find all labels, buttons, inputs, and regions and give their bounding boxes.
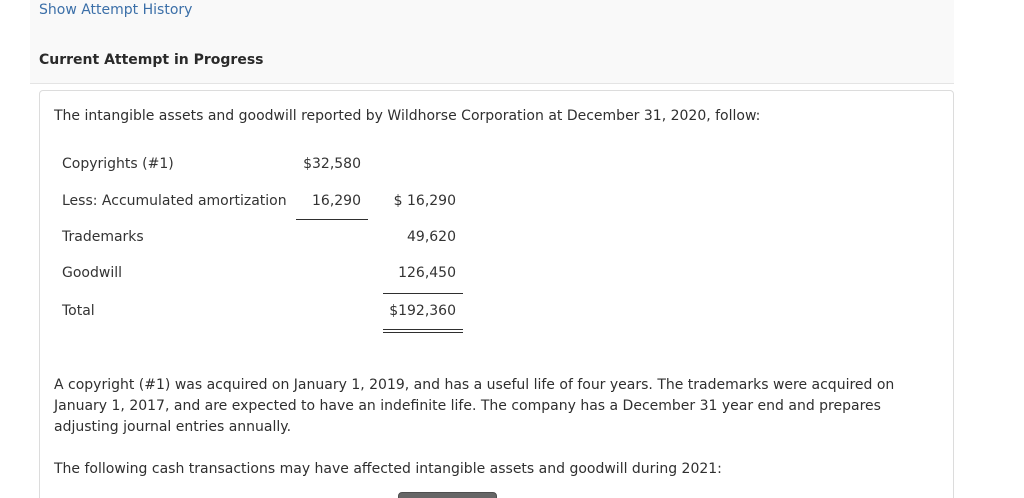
row-label-total: Total [62,303,95,319]
accumulated-amortization-value: 16,290 [312,193,361,209]
problem-intro-text: The intangible assets and goodwill reported by Wildhorse Corporation at December 31, 2020, follow: [54,108,761,124]
goodwill-value: 126,450 [398,265,456,281]
total-underline [383,293,463,294]
double-underline-top [383,329,463,330]
row-label-copyrights: Copyrights (#1) [62,156,174,172]
copyrights-net-value: $ 16,290 [393,193,456,209]
partially-visible-button[interactable] [398,492,497,498]
row-label-trademarks: Trademarks [62,229,144,245]
problem-description-text: A copyright (#1) was acquired on January 1, 2019, and has a useful life of four years. The trademarks were acquired on January 1, 2017, and are expected to have an indefinite life. The company has a December 31 year end and prepares adjusting journal entries annually. [54,377,895,435]
show-attempt-history-link[interactable]: Show Attempt History [39,2,193,18]
row-label-accumulated-amortization: Less: Accumulated amortization [62,193,287,209]
double-underline-bottom [383,332,463,333]
trademarks-value: 49,620 [407,229,456,245]
copyrights-cost-value: $32,580 [303,156,361,172]
transactions-intro-text: The following cash transactions may have affected intangible assets and goodwill during 2021: [54,461,722,477]
total-value: $192,360 [389,303,456,319]
row-label-goodwill: Goodwill [62,265,122,281]
current-attempt-heading: Current Attempt in Progress [39,52,264,68]
subtotal-underline [296,219,368,220]
